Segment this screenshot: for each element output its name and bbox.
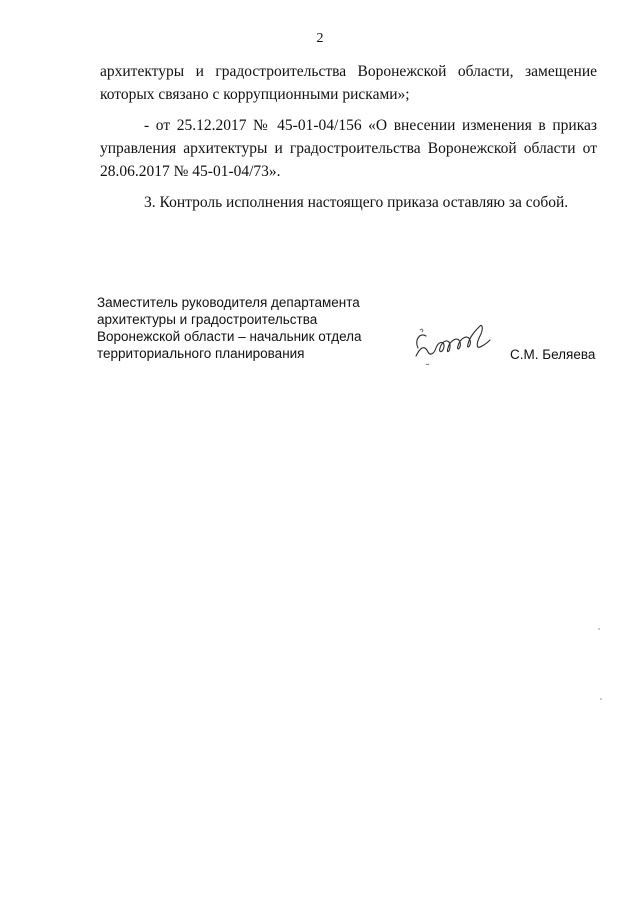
scan-speck bbox=[600, 698, 602, 700]
scan-speck bbox=[598, 628, 600, 630]
paragraph-continuation bbox=[100, 60, 597, 106]
paragraph-list-item bbox=[100, 114, 597, 183]
paragraph-line: управления архитектуры и градостроительства Воронежской области от bbox=[100, 140, 597, 157]
signatory-position-line: Воронежской области – начальник отдела bbox=[97, 329, 362, 344]
paragraph-line: 28.06.2017 № 45-01-04/73». bbox=[100, 163, 281, 180]
paragraph-line: которых связано с коррупционными рисками»; bbox=[100, 86, 410, 103]
page-number: 2 bbox=[316, 31, 324, 46]
paragraph-line: - от 25.12.2017 № 45-01-04/156 «О внесении изменения в приказ bbox=[144, 117, 597, 134]
signatory-position bbox=[97, 294, 362, 362]
paragraph-control bbox=[100, 191, 597, 214]
paragraph-line: архитектуры и градостроительства Воронежской области, замещение bbox=[100, 63, 597, 80]
handwritten-signature bbox=[410, 318, 505, 370]
signatory-position-line: территориального планирования bbox=[97, 346, 305, 361]
signatory-position-line: архитектуры и градостроительства bbox=[97, 312, 318, 327]
signatory-position-line: Заместитель руководителя департамента bbox=[97, 295, 360, 310]
paragraph-line: 3. Контроль исполнения настоящего приказа оставляю за собой. bbox=[144, 194, 569, 211]
signatory-name: С.М. Беляева bbox=[510, 347, 596, 362]
